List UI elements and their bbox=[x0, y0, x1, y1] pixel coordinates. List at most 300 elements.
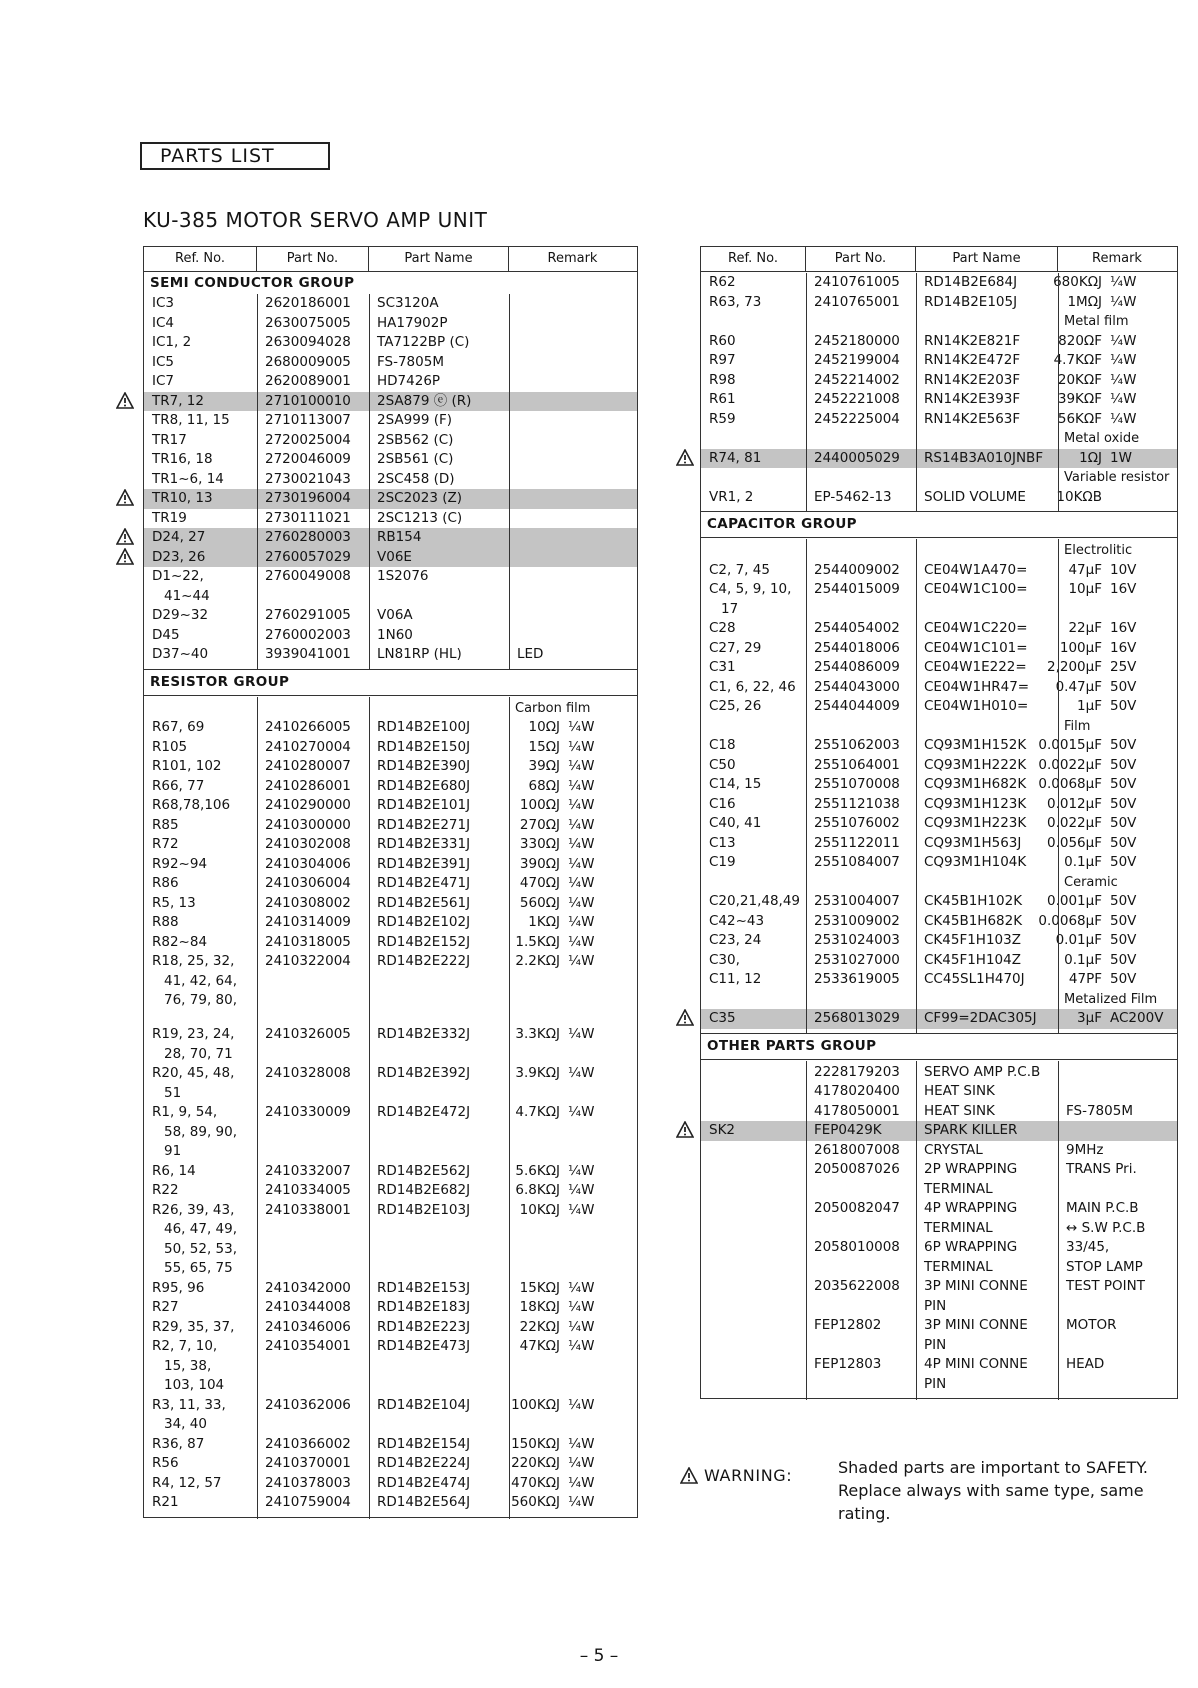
value-cell: 330ΩJ bbox=[519, 836, 560, 852]
rating-cell: 50V bbox=[1110, 815, 1137, 831]
part-no-cell: 2410306004 bbox=[265, 875, 351, 891]
rating-cell: ¼W bbox=[568, 1318, 595, 1335]
part-name-cell: CC45SL1H470J bbox=[924, 971, 1025, 987]
parts-row bbox=[701, 1375, 1177, 1395]
part-name-cell: CF99=2DAC305J bbox=[924, 1010, 1037, 1026]
part-name-cell: RD14B2E183J bbox=[377, 1299, 471, 1316]
part-no-cell: 2544054002 bbox=[814, 620, 900, 636]
ref-cell: R6, 14 bbox=[152, 1162, 196, 1179]
parts-row bbox=[144, 450, 637, 470]
ref-cell: R74, 81 bbox=[709, 449, 762, 466]
part-no-cell: 2544009002 bbox=[814, 561, 900, 578]
column-divider bbox=[916, 539, 917, 1033]
parts-row bbox=[144, 1415, 637, 1435]
part-no-cell: 2531024003 bbox=[814, 932, 900, 948]
part-name-cell: CE04W1C220= bbox=[924, 620, 1028, 636]
value-cell: 220KΩJ bbox=[511, 1455, 560, 1472]
rating-cell: ¼W bbox=[1110, 352, 1137, 368]
ref-cell: 41, 42, 64, bbox=[164, 972, 237, 989]
rating-cell: 50V bbox=[1110, 834, 1137, 851]
ref-cell: C42~43 bbox=[709, 912, 765, 929]
part-name-cell: RD14B2E153J bbox=[377, 1279, 471, 1296]
ref-cell: R3, 11, 33, bbox=[152, 1396, 226, 1413]
warning-label bbox=[680, 1466, 792, 1488]
parts-row bbox=[144, 411, 637, 431]
ref-cell: 34, 40 bbox=[164, 1416, 207, 1433]
parts-row bbox=[701, 1121, 1177, 1141]
ref-cell: 58, 89, 90, bbox=[164, 1123, 237, 1140]
part-no-cell: 2544043000 bbox=[814, 678, 900, 695]
part-no-cell: 2440005029 bbox=[814, 449, 900, 466]
part-name-cell: 1S2076 bbox=[377, 568, 429, 584]
part-no-cell: 2050082047 bbox=[814, 1200, 900, 1216]
part-name-cell: RD14B2E331J bbox=[377, 836, 471, 852]
part-no-cell: 2410765001 bbox=[814, 293, 900, 310]
ref-cell: TR1~6, 14 bbox=[152, 470, 224, 487]
ref-cell: C16 bbox=[709, 795, 736, 812]
rating-cell: 10V bbox=[1110, 561, 1137, 578]
rating-cell: ¼W bbox=[568, 894, 595, 911]
remark-cell: STOP LAMP bbox=[1066, 1258, 1143, 1275]
part-name-cell: CE04W1E222= bbox=[924, 659, 1027, 675]
part-no-cell: 2410342000 bbox=[265, 1279, 351, 1296]
part-no-cell: 2760057029 bbox=[265, 548, 351, 565]
ref-cell: C14, 15 bbox=[709, 776, 762, 792]
ref-cell: C25, 26 bbox=[709, 698, 762, 714]
value-cell: 100μF bbox=[1059, 639, 1102, 656]
value-cell: 3μF bbox=[1077, 1010, 1102, 1026]
part-no-cell: 2410266005 bbox=[265, 719, 351, 735]
part-name-cell: 1N60 bbox=[377, 626, 413, 643]
ref-cell: R20, 45, 48, bbox=[152, 1065, 235, 1082]
parts-row bbox=[144, 587, 637, 607]
part-name-cell: CRYSTAL bbox=[924, 1141, 983, 1158]
part-no-cell: 2410314009 bbox=[265, 914, 351, 930]
value-cell: 10KΩB bbox=[1056, 488, 1102, 505]
remark-cell: ↔ S.W P.C.B bbox=[1066, 1219, 1146, 1236]
part-name-cell: RD14B2E100J bbox=[377, 719, 471, 735]
part-no-cell: 2410362006 bbox=[265, 1396, 351, 1413]
rating-cell: ¼W bbox=[568, 933, 595, 950]
part-name-cell: RD14B2E682J bbox=[377, 1182, 471, 1199]
rating-cell: ¼W bbox=[568, 1182, 595, 1199]
part-name-cell: RD14B2E150J bbox=[377, 738, 471, 755]
rating-cell: 16V bbox=[1110, 620, 1137, 636]
part-name-cell: 2SC458 (D) bbox=[377, 470, 455, 487]
parts-row bbox=[701, 1199, 1177, 1219]
ref-cell: R1, 9, 54, bbox=[152, 1104, 218, 1121]
column-divider bbox=[1058, 273, 1059, 511]
value-cell: 68ΩJ bbox=[528, 777, 560, 794]
right-table-header bbox=[701, 247, 1177, 272]
parts-row bbox=[144, 353, 637, 373]
part-name-cell: 2P WRAPPING bbox=[924, 1161, 1018, 1177]
parts-row bbox=[701, 1297, 1177, 1317]
group-divider bbox=[144, 695, 637, 696]
part-no-cell: 2410326005 bbox=[265, 1026, 351, 1043]
parts-row bbox=[144, 294, 637, 314]
value-cell: 47μF bbox=[1068, 561, 1102, 578]
parts-row bbox=[701, 1238, 1177, 1258]
value-cell: 1.5KΩJ bbox=[515, 933, 560, 950]
value-cell: 0.0022μF bbox=[1038, 756, 1102, 773]
ref-cell: 28, 70, 71 bbox=[164, 1045, 233, 1062]
remark-cell: FS-7805M bbox=[1066, 1102, 1133, 1119]
value-cell: 560KΩJ bbox=[511, 1494, 560, 1511]
part-no-cell: 2760291005 bbox=[265, 607, 351, 623]
warning-triangle-icon bbox=[676, 1121, 694, 1139]
sub-group-label: Film bbox=[1064, 718, 1091, 734]
part-no-cell: FEP12802 bbox=[814, 1317, 882, 1333]
rating-cell: ¼W bbox=[568, 1474, 595, 1491]
group-divider bbox=[701, 511, 1177, 512]
ref-cell: 91 bbox=[164, 1143, 182, 1160]
parts-row bbox=[144, 1298, 637, 1318]
column-divider bbox=[509, 697, 510, 1519]
part-no-cell: 2410280007 bbox=[265, 758, 351, 774]
part-no-cell: 2452225004 bbox=[814, 410, 900, 427]
remark-cell: MAIN P.C.B bbox=[1066, 1200, 1139, 1216]
part-name-cell: RB154 bbox=[377, 529, 422, 545]
part-no-cell: 2544086009 bbox=[814, 659, 900, 675]
ref-cell: R85 bbox=[152, 816, 179, 833]
parts-row bbox=[144, 1376, 637, 1396]
rating-cell: 16V bbox=[1110, 581, 1137, 597]
part-name-cell: CE04W1H010= bbox=[924, 698, 1029, 714]
value-cell: 0.001μF bbox=[1046, 893, 1102, 909]
value-cell: 100ΩJ bbox=[519, 797, 560, 813]
ref-cell: R95, 96 bbox=[152, 1279, 205, 1296]
warning-triangle-icon bbox=[680, 1467, 698, 1488]
parts-row bbox=[701, 1102, 1177, 1122]
col-remark-header: Remark bbox=[547, 251, 598, 266]
rating-cell: 50V bbox=[1110, 737, 1137, 753]
parts-row bbox=[144, 606, 637, 626]
value-cell: 1μF bbox=[1077, 698, 1102, 714]
ref-cell: R60 bbox=[709, 332, 736, 349]
part-name-cell: PIN bbox=[924, 1297, 947, 1314]
warning-text: Shaded parts are important to SAFETY. Replace always with same type, same rating. bbox=[838, 1458, 1148, 1523]
rating-cell: 50V bbox=[1110, 795, 1137, 812]
rating-cell: ¼W bbox=[568, 855, 595, 872]
remark-cell: TRANS Pri. bbox=[1066, 1161, 1137, 1177]
rating-cell: ¼W bbox=[568, 1338, 595, 1355]
remark-cell: 9MHz bbox=[1066, 1141, 1104, 1158]
part-name-cell: V06A bbox=[377, 607, 413, 623]
parts-row bbox=[144, 1201, 637, 1221]
ref-cell: R101, 102 bbox=[152, 758, 222, 774]
part-name-cell: CK45B1H682K bbox=[924, 912, 1023, 929]
remark-cell: TEST POINT bbox=[1066, 1278, 1145, 1294]
part-no-cell: 2531004007 bbox=[814, 893, 900, 909]
col-part-header: Part No. bbox=[806, 247, 916, 271]
part-name-cell: V06E bbox=[377, 548, 412, 565]
part-name-cell: TERMINAL bbox=[924, 1180, 993, 1197]
parts-row bbox=[144, 1435, 637, 1455]
value-cell: 270ΩJ bbox=[519, 816, 560, 833]
parts-row bbox=[144, 1357, 637, 1377]
ref-cell: C40, 41 bbox=[709, 815, 762, 831]
value-cell: 2,200μF bbox=[1046, 659, 1102, 675]
parts-row bbox=[701, 678, 1177, 698]
part-name-cell: CQ93M1H222K bbox=[924, 756, 1027, 773]
value-cell: 1MΩJ bbox=[1067, 293, 1102, 310]
parts-row bbox=[144, 913, 637, 933]
part-no-cell: 2630094028 bbox=[265, 334, 351, 350]
part-name-cell: RD14B2E101J bbox=[377, 797, 471, 813]
part-name-cell: 6P WRAPPING bbox=[924, 1239, 1018, 1255]
column-divider bbox=[369, 697, 370, 1519]
value-cell: 0.022μF bbox=[1046, 815, 1102, 831]
column-divider bbox=[257, 697, 258, 1519]
part-no-cell: 2680009005 bbox=[265, 353, 351, 370]
value-cell: 3.9KΩJ bbox=[515, 1065, 560, 1082]
ref-cell: IC1, 2 bbox=[152, 334, 192, 350]
rating-cell: AC200V bbox=[1110, 1010, 1164, 1026]
parts-row bbox=[144, 1474, 637, 1494]
rating-cell: ¼W bbox=[568, 1026, 595, 1043]
parts-row bbox=[701, 814, 1177, 834]
part-name-cell: RD14B2E222J bbox=[377, 953, 471, 969]
parts-row bbox=[144, 738, 637, 758]
part-no-cell: 2410354001 bbox=[265, 1338, 351, 1355]
ref-cell: TR7, 12 bbox=[152, 392, 204, 409]
parts-row bbox=[144, 1123, 637, 1143]
part-no-cell: 2710113007 bbox=[265, 412, 351, 428]
rating-cell: 50V bbox=[1110, 912, 1137, 929]
part-name-cell: HD7426P bbox=[377, 373, 441, 389]
part-name-cell: RD14B2E390J bbox=[377, 758, 471, 774]
rating-cell: 50V bbox=[1110, 678, 1137, 695]
parts-row bbox=[701, 1258, 1177, 1278]
rating-cell: ¼W bbox=[568, 836, 595, 852]
ref-cell: R59 bbox=[709, 410, 736, 427]
ref-cell: D1~22, bbox=[152, 568, 204, 584]
parts-row bbox=[701, 658, 1177, 678]
ref-cell: R67, 69 bbox=[152, 719, 205, 735]
parts-row bbox=[701, 273, 1177, 293]
part-no-cell: 2410328008 bbox=[265, 1065, 351, 1082]
column-divider bbox=[1058, 539, 1059, 1033]
part-no-cell: 2720046009 bbox=[265, 451, 351, 467]
parts-row bbox=[701, 1063, 1177, 1083]
ref-cell: IC5 bbox=[152, 353, 174, 370]
sub-group-label: Metal oxide bbox=[1064, 431, 1140, 446]
part-no-cell: 2551064001 bbox=[814, 756, 900, 773]
parts-row bbox=[701, 293, 1177, 313]
parts-row bbox=[701, 561, 1177, 581]
part-name-cell: RD14B2E392J bbox=[377, 1065, 471, 1082]
part-no-cell: 2410286001 bbox=[265, 777, 351, 794]
parts-row bbox=[701, 853, 1177, 873]
parts-row bbox=[701, 449, 1177, 469]
warning-triangle-icon bbox=[116, 489, 134, 507]
part-name-cell: SOLID VOLUME bbox=[924, 488, 1026, 505]
parts-row bbox=[701, 1009, 1177, 1029]
part-name-cell: PIN bbox=[924, 1336, 947, 1353]
rating-cell: ¼W bbox=[1110, 332, 1137, 349]
value-cell: 2.2KΩJ bbox=[515, 953, 560, 969]
parts-row bbox=[144, 1396, 637, 1416]
part-name-cell: RD14B2E471J bbox=[377, 875, 471, 891]
part-no-cell: FEP12803 bbox=[814, 1356, 882, 1372]
rating-cell: ¼W bbox=[568, 1104, 595, 1121]
part-no-cell: 2551070008 bbox=[814, 776, 900, 792]
ref-cell: C13 bbox=[709, 834, 736, 851]
part-name-cell: RD14B2E271J bbox=[377, 816, 471, 833]
parts-row bbox=[144, 509, 637, 529]
sub-group-label: Electrolitic bbox=[1064, 543, 1133, 558]
part-no-cell: 2410344008 bbox=[265, 1299, 351, 1316]
parts-row bbox=[144, 1318, 637, 1338]
part-no-cell: 2760049008 bbox=[265, 568, 351, 584]
rating-cell: 50V bbox=[1110, 971, 1137, 987]
value-cell: 5.6KΩJ bbox=[515, 1162, 560, 1179]
part-no-cell: 2410304006 bbox=[265, 855, 351, 872]
ref-cell: R63, 73 bbox=[709, 293, 762, 310]
page-number: – 5 – bbox=[579, 1646, 619, 1666]
value-cell: 0.056μF bbox=[1046, 834, 1102, 851]
parts-row bbox=[701, 1336, 1177, 1356]
ref-cell: TR17 bbox=[152, 431, 187, 448]
part-no-cell: 2410330009 bbox=[265, 1104, 351, 1121]
parts-row bbox=[701, 912, 1177, 932]
parts-row bbox=[701, 775, 1177, 795]
ref-cell: C31 bbox=[709, 659, 736, 675]
part-name-cell: RD14B2E472J bbox=[377, 1104, 471, 1121]
ref-cell: D23, 26 bbox=[152, 548, 206, 565]
part-no-cell: 2410308002 bbox=[265, 894, 351, 911]
rating-cell: 1W bbox=[1110, 449, 1132, 466]
parts-row bbox=[144, 626, 637, 646]
column-divider bbox=[916, 273, 917, 511]
column-divider bbox=[916, 1061, 917, 1401]
part-no-cell: 2544018006 bbox=[814, 639, 900, 656]
ref-cell: R29, 35, 37, bbox=[152, 1318, 235, 1335]
rating-cell: ¼W bbox=[568, 1162, 595, 1179]
part-name-cell: RD14B2E223J bbox=[377, 1318, 471, 1335]
ref-cell: 50, 52, 53, bbox=[164, 1240, 237, 1257]
part-name-cell: HA17902P bbox=[377, 314, 448, 331]
part-name-cell: CE04W1C100= bbox=[924, 581, 1028, 597]
part-no-cell: 2730021043 bbox=[265, 470, 351, 487]
value-cell: 100KΩJ bbox=[511, 1396, 560, 1413]
rating-cell: 50V bbox=[1110, 756, 1137, 773]
part-no-cell: 2760280003 bbox=[265, 529, 351, 545]
value-cell: 3.3KΩJ bbox=[515, 1026, 560, 1043]
parts-row bbox=[144, 952, 637, 972]
part-name-cell: FS-7805M bbox=[377, 353, 444, 370]
rating-cell: 16V bbox=[1110, 639, 1137, 656]
sub-group-label: Metal film bbox=[1064, 314, 1129, 329]
rating-cell: ¼W bbox=[568, 1279, 595, 1296]
sub-group-label: Carbon film bbox=[515, 700, 591, 716]
ref-cell: R36, 87 bbox=[152, 1435, 205, 1452]
column-divider bbox=[806, 1061, 807, 1401]
value-cell: 47PF bbox=[1068, 971, 1102, 987]
left-table-header bbox=[144, 247, 637, 272]
part-no-cell: 4178050001 bbox=[814, 1102, 900, 1119]
part-no-cell: FEP0429K bbox=[814, 1122, 882, 1138]
part-no-cell: 2410290000 bbox=[265, 797, 351, 813]
ref-cell: C23, 24 bbox=[709, 932, 762, 948]
ref-cell: 55, 65, 75 bbox=[164, 1260, 233, 1277]
rating-cell: ¼W bbox=[1110, 371, 1137, 388]
ref-cell: R56 bbox=[152, 1455, 179, 1472]
ref-cell: R19, 23, 24, bbox=[152, 1026, 235, 1043]
parts-row bbox=[144, 1454, 637, 1474]
parts-row bbox=[144, 645, 637, 665]
parts-list-heading: PARTS LIST bbox=[140, 142, 330, 170]
sub-group-label: Variable resistor bbox=[1064, 470, 1170, 485]
value-cell: 22μF bbox=[1068, 620, 1102, 636]
ref-cell: 76, 79, 80, bbox=[164, 992, 237, 1008]
ref-cell: C18 bbox=[709, 737, 736, 753]
value-cell: 0.1μF bbox=[1064, 854, 1102, 870]
parts-row bbox=[144, 991, 637, 1011]
col-name-header: Part Name bbox=[369, 247, 509, 271]
part-name-cell: SPARK KILLER bbox=[924, 1122, 1018, 1138]
parts-row bbox=[701, 951, 1177, 971]
parts-row bbox=[144, 816, 637, 836]
ref-cell: C11, 12 bbox=[709, 971, 762, 987]
column-divider bbox=[369, 294, 370, 669]
part-name-cell: CQ93M1H152K bbox=[924, 737, 1027, 753]
value-cell: 0.01μF bbox=[1055, 932, 1102, 948]
part-name-cell: RN14K2E563F bbox=[924, 410, 1021, 427]
ref-cell: C19 bbox=[709, 854, 736, 870]
part-no-cell: 2531027000 bbox=[814, 951, 900, 968]
part-no-cell: 2410761005 bbox=[814, 274, 900, 290]
parts-row bbox=[144, 933, 637, 953]
part-name-cell: RD14B2E562J bbox=[377, 1162, 471, 1179]
ref-cell: R62 bbox=[709, 274, 736, 290]
parts-row bbox=[701, 795, 1177, 815]
parts-row bbox=[144, 431, 637, 451]
part-no-cell: 2058010008 bbox=[814, 1239, 900, 1255]
rating-cell: ¼W bbox=[1110, 293, 1137, 310]
value-cell: 20KΩF bbox=[1057, 371, 1102, 388]
parts-row bbox=[144, 835, 637, 855]
rating-cell: ¼W bbox=[568, 719, 595, 735]
ref-cell: TR8, 11, 15 bbox=[152, 412, 230, 428]
part-name-cell: HEAT SINK bbox=[924, 1083, 995, 1099]
parts-row bbox=[701, 931, 1177, 951]
value-cell: 4.7KΩF bbox=[1053, 352, 1102, 368]
part-no-cell: 2410332007 bbox=[265, 1162, 351, 1179]
unit-title: KU-385 MOTOR SERVO AMP UNIT bbox=[143, 208, 488, 232]
rating-cell: 50V bbox=[1110, 698, 1137, 714]
part-no-cell: 2410270004 bbox=[265, 738, 351, 755]
value-cell: 39KΩF bbox=[1057, 391, 1102, 407]
parts-row bbox=[701, 1355, 1177, 1375]
rating-cell: ¼W bbox=[1110, 391, 1137, 407]
rating-cell: ¼W bbox=[568, 875, 595, 891]
rating-cell: ¼W bbox=[568, 1435, 595, 1452]
parts-row bbox=[701, 410, 1177, 430]
parts-row bbox=[144, 894, 637, 914]
part-name-cell: CE04W1HR47= bbox=[924, 678, 1030, 695]
value-cell: 0.0068μF bbox=[1038, 776, 1102, 792]
parts-row bbox=[144, 333, 637, 353]
ref-cell: IC3 bbox=[152, 295, 174, 311]
part-name-cell: CK45F1H103Z bbox=[924, 932, 1021, 948]
ref-cell: R26, 39, 43, bbox=[152, 1201, 235, 1218]
part-name-cell: 2SB562 (C) bbox=[377, 431, 454, 448]
part-no-cell: 2410338001 bbox=[265, 1201, 351, 1218]
part-no-cell: 2720025004 bbox=[265, 431, 351, 448]
part-no-cell: 2568013029 bbox=[814, 1010, 900, 1026]
